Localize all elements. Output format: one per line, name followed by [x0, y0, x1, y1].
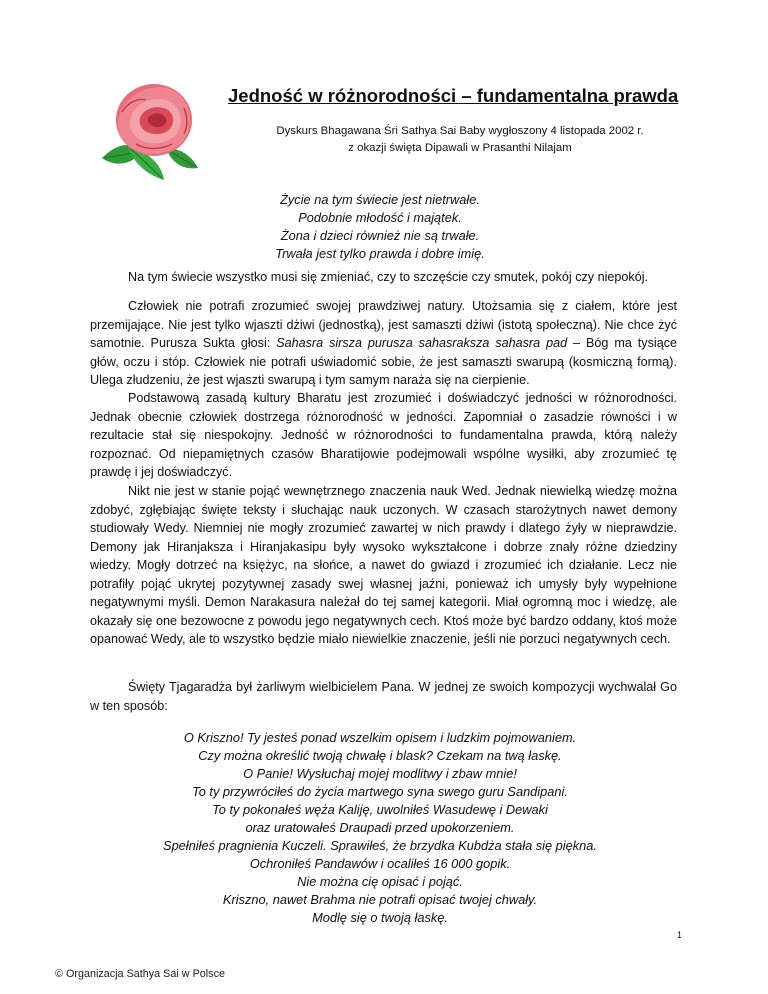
subtitle-line-1: Dyskurs Bhagawana Śri Sathya Sai Baby wygłoszony 4 listopada 2002 r.: [276, 125, 644, 137]
verse-line: Żona i dzieci również nie są trwałe.: [280, 228, 480, 243]
sanskrit-quote: Sahasra sirsza purusza sahasraksza sahasra pad: [276, 336, 568, 350]
opening-verse: [180, 191, 580, 263]
rose-icon: [88, 72, 206, 184]
verse-line: To ty pokonałeś węża Kaliję, uwolniłeś Wasudewę i Dewaki: [212, 802, 548, 817]
subtitle-line-2: z okazji święta Dipawali w Prasanthi Nilajam: [348, 142, 572, 154]
verse-line: oraz uratowałeś Draupadi przed upokorzeniem.: [245, 820, 515, 835]
verse-line: Życie na tym świecie jest nietrwałe.: [280, 192, 480, 207]
document-title: Jedność w różnorodności – fundamentalna prawda: [228, 85, 679, 106]
paragraph: Na tym świecie wszystko musi się zmieniać, czy to szczęście czy smutek, pokój czy niepokój.: [128, 270, 648, 284]
verse-line: Podobnie młodość i majątek.: [298, 210, 462, 225]
paragraph-text: – Bóg ma tysiące głów, oczu i stóp. Człowiek nie potrafi uświadomić sobie, że jest samaszti swarupą (kosmiczną formą). Ulega złudzeniu, że jest wjaszti swarupą i tym samym naraża się na cierpienie.: [90, 336, 677, 387]
paragraph: Nikt nie jest w stanie pojąć wewnętrznego znaczenia nauk Wed. Jednak niewielką wiedzę można zdobyć, zgłębiając święte teksty i słuchając nauk uczonych. W czasach starożytnych nawet demony studiowały Wedy. Niemniej nie mogły zrozumieć zawartej w nich prawdy i dlatego żyły w nieprawdzie. Demony jak Hiranjaksza i Hiranjakasipu były wysoko wykształcone i dobrze znały różne dziedziny wiedzy. Mogły dotrzeć na księżyc, na słońce, a nawet do gwiazd i zrozumieć ich działanie. Lecz nie potrafiły pojąć ukrytej pozytywnej zasady swej własnej jaźni, ponieważ ich umysły były wypełnione negatywnymi myśli. Demon Narakasura należał do tej samej kategorii. Miał ogromną moc i wiedzę, ale okazały się one bezowocne z powodu jego negatywnych cech. Ktoś może być bardzo oddany, ktoś może opanować Wedy, ale to wszystko będzie miało niewielkie znaczenie, jeśli nie porzuci negatywnych cech.: [90, 484, 677, 646]
hymn-verse: [100, 729, 660, 927]
verse-line: Trwała jest tylko prawda i dobre imię.: [275, 246, 485, 261]
verse-line: O Panie! Wysłuchaj mojej modlitwy i zbaw mnie!: [243, 766, 517, 781]
verse-line: Ochroniłeś Pandawów i ocaliłeś 16 000 gopik.: [249, 856, 511, 871]
verse-line: To ty przywróciłeś do życia martwego syna swego guru Sandipani.: [192, 784, 568, 799]
paragraph: Podstawową zasadą kultury Bharatu jest zrozumieć i doświadczyć jedności w różnorodności. Jednak obecnie człowiek dostrzega różnorodność w jedności. Zapomniał o zasadzie równości i w rezultacie stał się niespokojny. Jedność w różnorodności to fundamentalna prawda, którą należy rozpoznać. Od niepamiętnych czasów Bharatijowie podejmowali wspólne wysiłki, aby zrozumieć tę prawdę i jej doświadczyć.: [90, 391, 677, 479]
footer-copyright: © Organizacja Sathya Sai w Polsce: [55, 968, 225, 980]
verse-line: Nie można cię opisać i pojąć.: [297, 874, 463, 889]
verse-line: Kriszno, nawet Brahma nie potrafi opisać twojej chwały.: [222, 892, 538, 907]
paragraph: Święty Tjagaradża był żarliwym wielbicielem Pana. W jednej ze swoich kompozycji wychwalał Go w ten sposób:: [90, 680, 677, 713]
verse-line: Modlę się o twoją łaskę.: [312, 910, 448, 925]
paragraph: [90, 297, 677, 390]
verse-line: Czy można określić twoją chwałę i blask? Czekam na twą łaskę.: [198, 748, 562, 763]
page-number: 1: [676, 930, 682, 940]
verse-line: O Kriszno! Ty jesteś ponad wszelkim opisem i ludzkim pojmowaniem.: [183, 730, 577, 745]
paragraph-text: Człowiek nie potrafi zrozumieć swojej prawdziwej natury. Utożsamia się z ciałem, które jest przemijające. Nie jest tylko wjaszti dżiwi (jednostką), jest samaszti dżiwi (istotą społeczną). Nie chce żyć samotnie. Purusza Sukta głosi:: [90, 299, 677, 350]
verse-line: Spełniłeś pragnienia Kuczeli. Sprawiłeś, że brzydka Kubdża stała się piękna.: [163, 838, 597, 853]
